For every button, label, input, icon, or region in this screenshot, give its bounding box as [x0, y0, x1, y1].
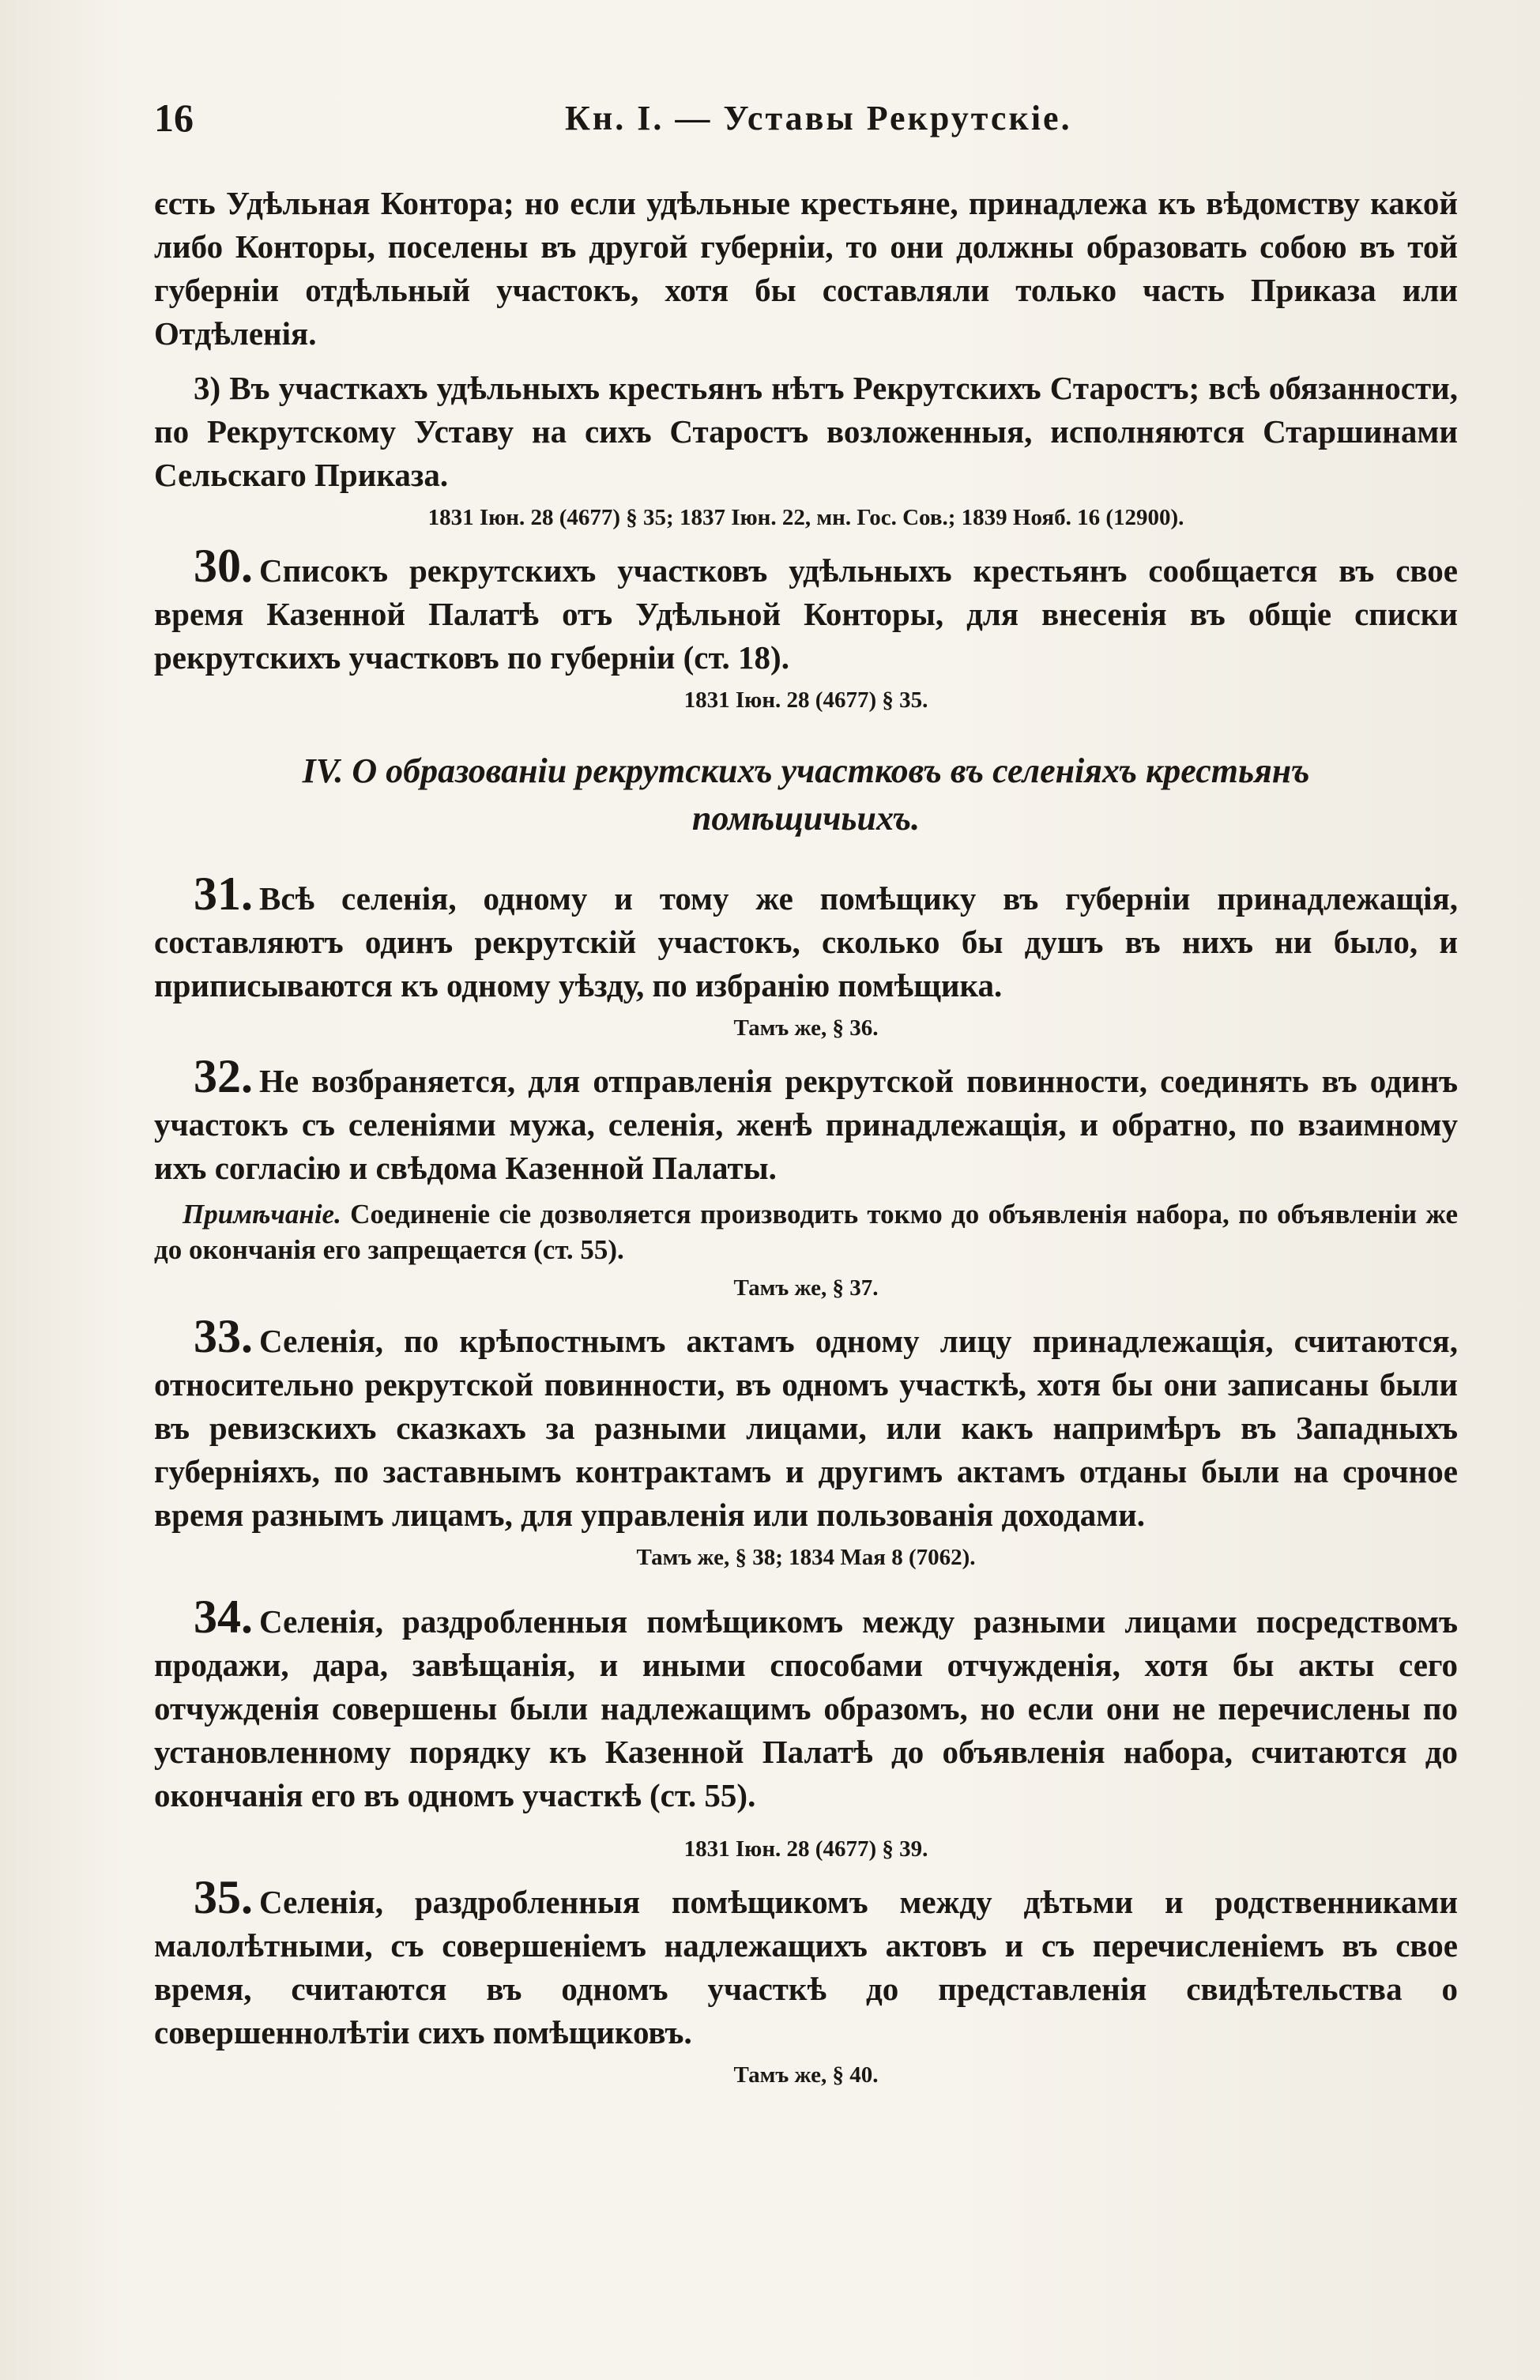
article-text: Не возбраняется, для отправленія рекрутской повинности, соединять въ одинъ участокъ съ селеніями мужа, селенія, женѣ принадлежащія, и обратно, по взаимному ихъ согласію и свѣдома Казенной Палаты. [154, 1063, 1458, 1186]
article-text: Селенія, раздробленныя помѣщикомъ между дѣтьми и родственниками малолѣтными, съ совершеніемъ надлежащихъ актовъ и съ перечисленіемъ въ свое время, считаются въ одномъ участкѣ до представленія свидѣтельства о совершеннолѣтіи сихъ помѣщиковъ. [154, 1884, 1458, 2050]
citation: Тамъ же, § 40. [733, 2062, 879, 2088]
citation: 1831 Іюн. 28 (4677) § 39. [683, 1836, 928, 1862]
article-33 [154, 1310, 1458, 1537]
note [154, 1196, 1458, 1267]
citation: 1831 Іюн. 28 (4677) § 35. [683, 687, 928, 713]
article-text: Селенія, раздробленныя помѣщикомъ между разными лицами посредствомъ продажи, дара, завѣщанія, и иными способами отчужденія, хотя бы акты сего отчужденія совершены были надлежащимъ образомъ, но если они не перечислены по установленному порядку къ Казенной Палатѣ до объявленія набора, считаются до окончанія его въ одномъ участкѣ (ст. 55). [154, 1603, 1458, 1813]
article-text: Селенія, по крѣпостнымъ актамъ одному лицу принадлежащія, считаются, относительно рекрутской повинности, въ одномъ участкѣ, хотя бы они записаны были въ ревизскихъ сказкахъ за разными лицами, или какъ напримѣръ въ Западныхъ губерніяхъ, по заставнымъ контрактамъ и другимъ актамъ отданы были на срочное время разнымъ лицамъ, для управленія или пользованія доходами. [154, 1323, 1458, 1533]
running-title: Кн. I. — Уставы Рекрутскіе. [565, 99, 1072, 137]
article-30 [154, 540, 1458, 680]
article-text: Списокъ рекрутскихъ участковъ удѣльныхъ крестьянъ сообщается въ свое время Казенной Палатѣ отъ Удѣльной Конторы, для внесенія въ общіе списки рекрутскихъ участковъ по губерніи (ст. 18). [154, 552, 1458, 676]
article-number: 32. [194, 1050, 253, 1102]
page-body [154, 182, 1458, 2102]
article-32 [154, 1050, 1458, 1190]
article-number: 35. [194, 1871, 253, 1923]
citation: 1831 Іюн. 28 (4677) § 35; 1837 Іюн. 22, мн. Гос. Сов.; 1839 Нояб. 16 (12900). [427, 505, 1184, 530]
citation: Тамъ же, § 37. [733, 1275, 879, 1301]
page-header [154, 95, 1442, 150]
article-number: 34. [194, 1591, 253, 1643]
article-number: 31. [194, 868, 253, 920]
paragraph-clause-3: 3) Въ участкахъ удѣльныхъ крестьянъ нѣтъ Рекрутскихъ Старостъ; всѣ обязанности, по Рекрутскому Уставу на сихъ Старостъ возложенныя, исполняются Старшинами Сельскаго Приказа. [154, 370, 1458, 493]
note-text: Соединеніе сіе дозволяется производить токмо до объявленія набора, по объявленіи же до окончанія его запрещается (ст. 55). [154, 1199, 1458, 1265]
article-35 [154, 1871, 1458, 2054]
note-label: Примѣчаніе. [183, 1199, 341, 1230]
article-34 [154, 1591, 1458, 1817]
article-number: 30. [194, 540, 253, 592]
article-31 [154, 868, 1458, 1007]
citation: Тамъ же, § 36. [733, 1015, 879, 1041]
article-number: 33. [194, 1310, 253, 1362]
section-heading: IV. О образованіи рекрутскихъ участковъ въ селеніяхъ крестьянъ помѣщичьихъ. [302, 751, 1310, 838]
citation: Тамъ же, § 38; 1834 Мая 8 (7062). [636, 1545, 976, 1570]
page-number: 16 [154, 96, 194, 140]
paragraph-continuation: єсть Удѣльная Контора; но если удѣльные крестьяне, принадлежа къ вѣдомству какой либо Конторы, поселены въ другой губерніи, то они должны образовать собою въ той губерніи отдѣльный участокъ, хотя бы составляли только часть Приказа или Отдѣленія. [154, 185, 1458, 352]
article-text: Всѣ селенія, одному и тому же помѣщику въ губерніи принадлежащія, составляютъ одинъ рекрутскій участокъ, сколько бы душъ въ нихъ ни было, и приписываются къ одному уѣзду, по избранію помѣщика. [154, 880, 1458, 1004]
